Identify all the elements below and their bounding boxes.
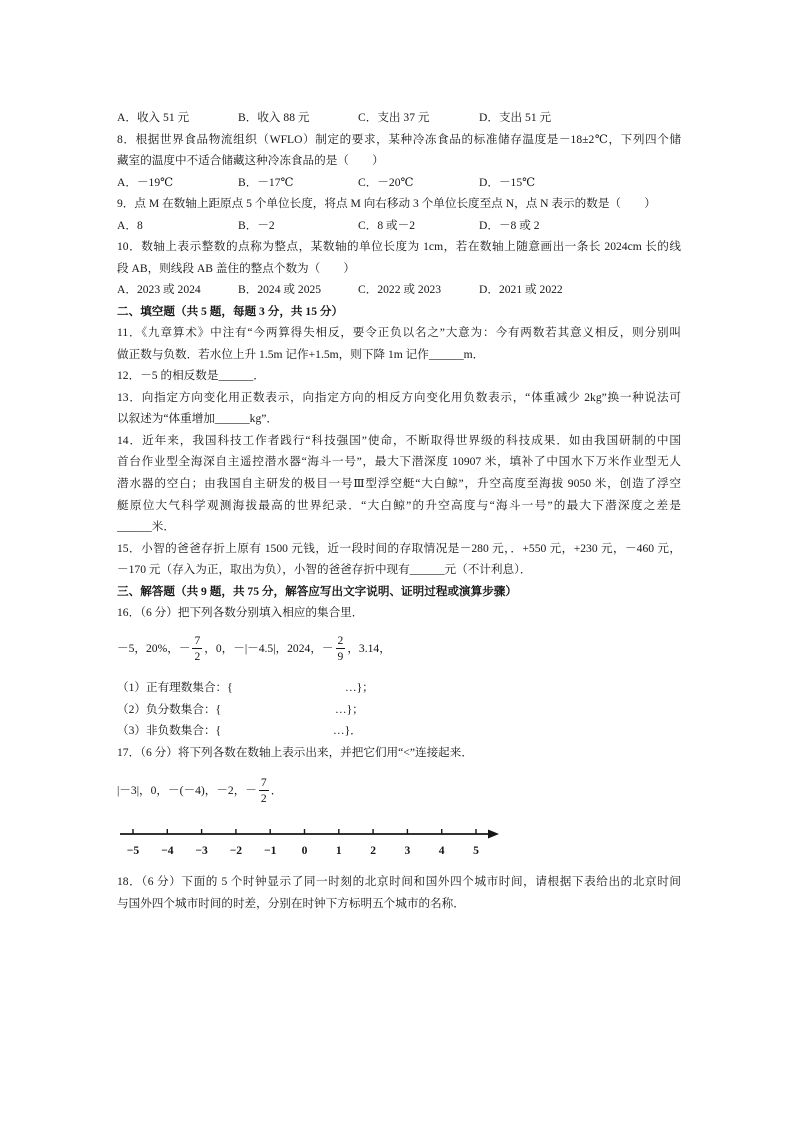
q8-stem-line-2: 藏室的温度中不适合储藏这种冷冻食品的是（ ） bbox=[117, 154, 384, 168]
q16-fraction-2-over-9 bbox=[336, 633, 346, 664]
q8-option-a: A．－19℃ bbox=[117, 175, 174, 189]
tick-label: −2 bbox=[229, 844, 243, 857]
q17-fraction-7-over-2 bbox=[259, 775, 269, 806]
q10-stem-line-1: 10．数轴上表示整数的点称为整点，某数轴的单位长度为 1cm，若在数轴上随意画出一条长 2024cm 长的线 bbox=[117, 240, 681, 254]
tick-label: −3 bbox=[195, 844, 208, 857]
q11-stem-line-1: 11．《九章算术》中注有“今两算得失相反，要令正负以名之”大意为：今有两数若其意义相反，则分别叫 bbox=[117, 326, 681, 340]
q16-set-negative-fraction bbox=[117, 699, 681, 721]
exam-text-block-middle bbox=[117, 677, 681, 763]
q10-option-a: A．2023 或 2024 bbox=[117, 283, 201, 297]
fraction-numerator: 2 bbox=[337, 633, 344, 647]
q14-stem-line-2: 首台作业型全海深自主遥控潜水器“海斗一号”，最大下潜深度 10907 米，填补了中国水下万米作业型无人 bbox=[117, 455, 681, 469]
fraction-denominator: 9 bbox=[337, 649, 344, 663]
q10-option-c: C．2022 或 2023 bbox=[358, 283, 442, 297]
exam-text-block-lower bbox=[117, 871, 681, 914]
tick-label: 4 bbox=[438, 844, 445, 857]
q7-option-b: B．收入 88 元 bbox=[238, 111, 310, 125]
q10-option-b: B．2024 或 2025 bbox=[238, 283, 322, 297]
tick-label: −5 bbox=[126, 844, 140, 857]
q16-set-positive-rational bbox=[117, 677, 681, 699]
q16-number-list bbox=[117, 630, 391, 666]
q16-fraction-7-over-2 bbox=[192, 633, 202, 664]
tick-label: 5 bbox=[473, 844, 479, 857]
q7-option-c: C．支出 37 元 bbox=[358, 111, 430, 125]
fraction-numerator: 7 bbox=[260, 775, 267, 789]
q7-options bbox=[117, 107, 681, 129]
fraction-denominator: 2 bbox=[194, 649, 201, 663]
q9-option-d: D．－8 或 2 bbox=[479, 218, 540, 232]
fraction-numerator: 7 bbox=[194, 633, 201, 647]
q16-numbers-part-3: ，3.14， bbox=[347, 642, 391, 655]
q10-stem-line-2: 段 AB，则线段 AB 盖住的整点个数为（ ） bbox=[117, 261, 356, 275]
q8-stem-line-1: 8．根据世界食品物流组织（WFLO）制定的要求，某种冷冻食品的标准储存温度是－18±2℃，下列四个储 bbox=[117, 132, 681, 146]
q13-stem-line-1: 13．向指定方向变化用正数表示，向指定方向的相反方向变化用负数表示，“体重减少 2kg”换一种说法可 bbox=[117, 390, 681, 404]
q8-options bbox=[117, 172, 681, 194]
q17-number-list bbox=[117, 772, 282, 808]
q18-stem-line-2: 与国外四个城市时间的时差，分别在时钟下方标明五个城市的名称． bbox=[117, 896, 465, 910]
section-2-heading: 二、填空题（共 5 题，每题 3 分，共 15 分） bbox=[117, 304, 344, 318]
tick-label: −1 bbox=[263, 844, 277, 857]
q10-option-d: D．2021 或 2022 bbox=[479, 283, 563, 297]
q18-stem-line-1: 18．（6 分）下面的 5 个时钟显示了同一时刻的北京时间和国外四个城市时间，请根据下表给出的北京时间 bbox=[117, 875, 681, 889]
number-line-arrow-icon bbox=[488, 830, 499, 839]
q16-numbers-part-2: ，0，－|－4.5|，2024，－ bbox=[204, 642, 334, 655]
q14-stem-line-3: 潜水器的空白；由我国自主研发的极目一号Ⅲ型浮空艇“大白鲸”，升空高度至海拔 9050 米，创造了浮空 bbox=[117, 477, 681, 490]
q9-stem-line-1: 9．点 M 在数轴上距原点 5 个单位长度，将点 M 向右移动 3 个单位长度至点 N，点 N 表示的数是（ ） bbox=[117, 197, 656, 211]
q7-option-d: D．支出 51 元 bbox=[479, 111, 552, 125]
q16-numbers-part-1: －5，20%，－ bbox=[117, 642, 191, 655]
tick-label: −4 bbox=[161, 844, 174, 857]
q8-option-c: C．－20℃ bbox=[358, 175, 414, 189]
tick-label: 2 bbox=[370, 844, 376, 857]
q10-options bbox=[117, 279, 681, 301]
set-label: （2）负分数集合：{ bbox=[117, 702, 222, 716]
q15-stem-line-1: 15．小智的爸爸存折上原有 1500 元钱，近一段时间的存取情况是－280 元，．+550 元，+230 元，－460 元， bbox=[117, 541, 681, 555]
q7-option-a: A．收入 51 元 bbox=[117, 111, 190, 125]
q16-set-non-negative bbox=[117, 720, 681, 742]
tick-label: 3 bbox=[404, 844, 411, 857]
q9-option-b: B．－2 bbox=[238, 218, 275, 232]
q9-options bbox=[117, 215, 681, 237]
q14-stem-line-4: 艇原位大气科学观测海拔最高的世界纪录．“大白鲸”的升空高度与“海斗一号”的最大下潜深度之差是 bbox=[117, 498, 681, 512]
set-label: （1）正有理数集合：{ bbox=[117, 681, 233, 695]
q14-stem-line-5: ______米． bbox=[117, 520, 175, 534]
set-close: …}； bbox=[335, 702, 364, 716]
q13-stem-line-2: 以叙述为“体重增加______kg”． bbox=[117, 412, 279, 426]
q8-option-b: B．－17℃ bbox=[238, 175, 294, 189]
q8-option-d: D．－15℃ bbox=[479, 175, 536, 189]
number-line bbox=[110, 818, 510, 862]
q12-stem-line-1: 12．－5 的相反数是______． bbox=[117, 369, 265, 383]
set-label: （3）非负数集合：{ bbox=[117, 724, 222, 738]
q14-stem-line-1: 14．近年来，我国科技工作者践行“科技强国”使命，不断取得世界级的科技成果．如由我国研制的中国 bbox=[117, 433, 681, 447]
tick-label: 1 bbox=[335, 844, 342, 857]
q11-stem-line-2: 做正数与负数．若水位上升 1.5m 记作+1.5m，则下降 1m 记作______m． bbox=[117, 347, 485, 361]
exam-text-block-upper bbox=[117, 107, 681, 623]
q9-option-a: A．8 bbox=[117, 218, 143, 232]
q17-numbers-part-2: ． bbox=[270, 784, 283, 797]
section-3-heading: 三、解答题（共 9 题，共 75 分，解答应写出文字说明、证明过程或演算步骤） bbox=[117, 584, 517, 598]
q17-stem: 17．（6 分）将下列各数在数轴上表示出来，并把它们用“<”连接起来． bbox=[117, 745, 473, 759]
q17-numbers-part-1: |－3|，0，－(－4)，－2，－ bbox=[117, 784, 257, 797]
set-close: …}． bbox=[333, 724, 362, 738]
q9-option-c: C．8 或－2 bbox=[358, 218, 416, 232]
set-close: …}； bbox=[345, 681, 374, 695]
q15-stem-line-2: －170 元（存入为正，取出为负），小智的爸爸存折中现有______元（不计利息）． bbox=[117, 563, 532, 577]
q16-stem: 16．（6 分）把下列各数分别填入相应的集合里． bbox=[117, 606, 364, 620]
fraction-denominator: 2 bbox=[260, 791, 267, 805]
tick-label: 0 bbox=[301, 844, 308, 857]
